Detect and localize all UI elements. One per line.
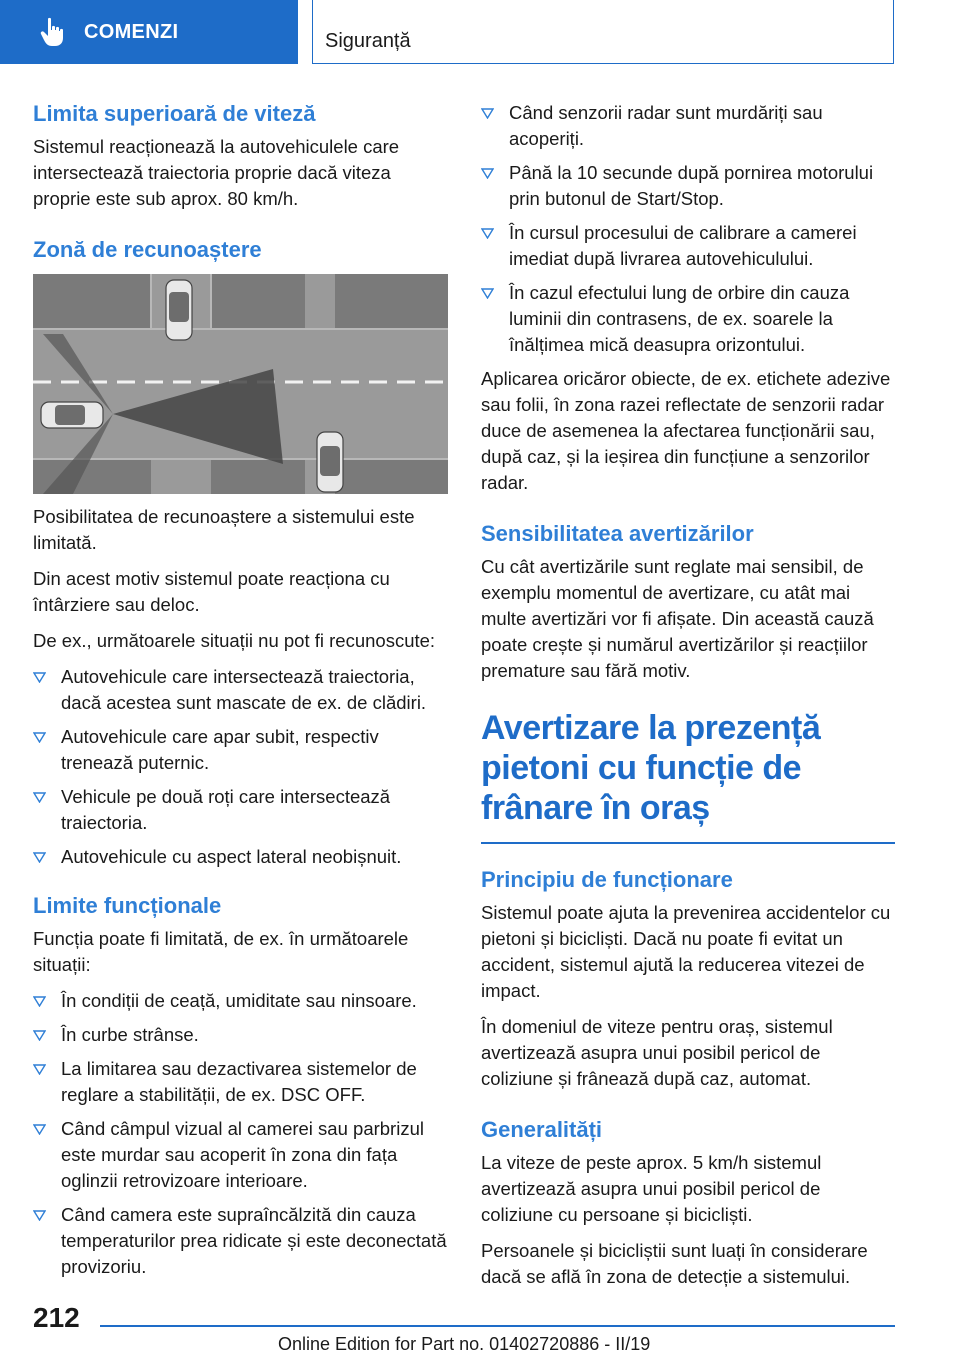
heading-principle: Principiu de funcționare — [481, 867, 733, 892]
triangle-bullet-icon — [33, 996, 46, 1007]
triangle-bullet-icon — [33, 732, 46, 743]
heading-warning-sensitivity: Sensibilitatea avertizărilor — [481, 521, 754, 546]
paragraph-sensitivity: Cu cât avertizările sunt reglate mai sensibil, de exemplu momentul de avertizare, cu atât mai multe avertizări vor fi afișate. Din această cauză poate crește și numărul avertizărilor și reacțiilor premature sau fără motiv. — [481, 556, 874, 681]
paragraph-principle-2: În domeniul de viteze pentru oraș, sistemul avertizează asupra unui posibil pericol de coliziune și frânează după caz, automat. — [481, 1016, 833, 1089]
chapter-tab[interactable] — [0, 0, 298, 64]
list-item: Când câmpul vizual al camerei sau parbrizul este murdar sau acoperit în zona din fața oglinzii retrovizoare interioare. — [33, 1116, 448, 1194]
detection-zone-illustration — [33, 274, 448, 494]
list-item: Vehicule pe două roți care intersectează traiectoria. — [33, 784, 448, 836]
paragraph-general-2: Persoanele și bicicliștii sunt luați în considerare dacă se află în zona de detecție a sistemului. — [481, 1240, 868, 1287]
list-item: Până la 10 secunde după pornirea motorului prin butonul de Start/Stop. — [481, 160, 895, 212]
chapter-heading-pedestrian-warning: Avertizare la prezență pietoni cu funcție de frânare în oraș — [481, 708, 895, 844]
list-item: La limitarea sau dezactivarea sistemelor de reglare a stabilității, de ex. DSC OFF. — [33, 1056, 448, 1108]
paragraph-zone-3: De ex., următoarele situații nu pot fi recunoscute: — [33, 630, 436, 651]
triangle-bullet-icon — [33, 1210, 46, 1221]
footer-divider — [100, 1325, 895, 1327]
heading-general: Generalități — [481, 1117, 603, 1142]
paragraph-principle-1: Sistemul poate ajuta la prevenirea accidentelor cu pietoni și bicicliști. Dacă nu poate fi evitat un accident, sistemul ajută la reducerea vitezei de impact. — [481, 902, 891, 1001]
triangle-bullet-icon — [481, 108, 494, 119]
list-item: Autovehicule cu aspect lateral neobișnuit. — [33, 844, 448, 870]
paragraph-stickers: Aplicarea oricăror obiecte, de ex. etichete adezive sau folii, în zona razei reflectate de senzorii radar duce de asemenea la afectarea funcționării sau, după caz, și la ieșirea din funcțiune a senzorilor radar. — [481, 368, 891, 493]
triangle-bullet-icon — [481, 168, 494, 179]
triangle-bullet-icon — [33, 1030, 46, 1041]
page-number: 212 — [33, 1302, 80, 1333]
triangle-bullet-icon — [481, 228, 494, 239]
triangle-bullet-icon — [481, 288, 494, 299]
heading-detection-zone: Zonă de recunoaștere — [33, 237, 262, 262]
triangle-bullet-icon — [33, 852, 46, 863]
right-column — [481, 100, 895, 1300]
list-item: În curbe strânse. — [33, 1022, 448, 1048]
triangle-bullet-icon — [33, 1064, 46, 1075]
heading-speed-limit: Limita superioară de viteză — [33, 101, 316, 126]
limits-list-continued — [481, 100, 895, 358]
pointing-hand-icon — [40, 17, 66, 47]
heading-functional-limits: Limite funcționale — [33, 893, 222, 918]
edition-note: Online Edition for Part no. 01402720886 - II/19 — [278, 1334, 651, 1354]
left-column — [33, 100, 448, 1288]
limits-list — [33, 988, 448, 1280]
zone-list — [33, 664, 448, 870]
chapter-tab-label: COMENZI — [84, 20, 179, 43]
triangle-bullet-icon — [33, 1124, 46, 1135]
paragraph-speed-limit: Sistemul reacționează la autovehiculele care intersectează traiectoria proprie dacă viteza proprie este sub aprox. 80 km/h. — [33, 136, 400, 209]
list-item: În cursul procesului de calibrare a camerei imediat după livrarea autovehiculului. — [481, 220, 895, 272]
section-header — [312, 0, 894, 64]
paragraph-zone-1: Posibilitatea de recunoaștere a sistemului este limitată. — [33, 506, 415, 553]
list-item: Autovehicule care apar subit, respectiv trenează puternic. — [33, 724, 448, 776]
triangle-bullet-icon — [33, 792, 46, 803]
list-item: În cazul efectului lung de orbire din cauza luminii din contrasens, de ex. soarele la înălțimea mică deasupra orizontului. — [481, 280, 895, 358]
paragraph-limits: Funcția poate fi limitată, de ex. în următoarele situații: — [33, 928, 409, 975]
paragraph-general-1: La viteze de peste aprox. 5 km/h sistemul avertizează asupra unui posibil pericol de coliziune cu persoane și bicicliști. — [481, 1152, 822, 1225]
triangle-bullet-icon — [33, 672, 46, 683]
list-item: Când camera este supraîncălzită din cauza temperaturilor prea ridicate și este deconectată provizoriu. — [33, 1202, 448, 1280]
list-item: Când senzorii radar sunt murdăriți sau acoperiți. — [481, 100, 895, 152]
list-item: În condiții de ceață, umiditate sau ninsoare. — [33, 988, 448, 1014]
list-item: Autovehicule care intersectează traiectoria, dacă acestea sunt mascate de ex. de clădiri. — [33, 664, 448, 716]
paragraph-zone-2: Din acest motiv sistemul poate reacționa cu întârziere sau deloc. — [33, 568, 390, 615]
section-title: Siguranță — [325, 30, 411, 52]
